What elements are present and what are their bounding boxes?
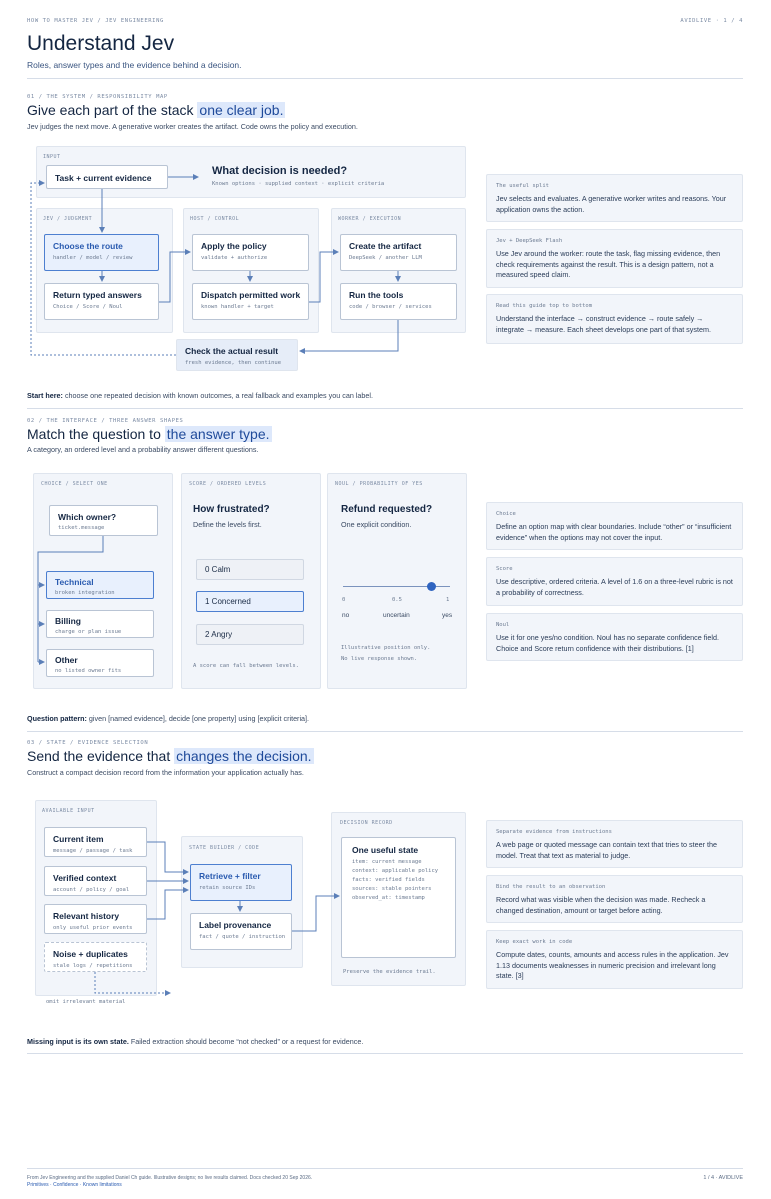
s2-note-1-key: Choice: [496, 511, 516, 517]
label-provenance-title: Label provenance: [199, 920, 272, 930]
state-line-sources: sources: stable pointers: [352, 886, 432, 892]
s3-note-1: [486, 820, 743, 868]
s3-heading-highlight: changes the decision.: [176, 748, 312, 764]
decision-record-label: DECISION RECORD: [340, 820, 393, 826]
s2-note-2-body: Use descriptive, ordered criteria. A level of 1.6 on a three-level rubric is not a probability of correctness.: [496, 577, 733, 597]
run-tools-title: Run the tools: [349, 290, 404, 300]
dispatch-title: Dispatch permitted work: [201, 290, 301, 300]
input-verified-context-sub: account / policy / goal: [53, 887, 130, 893]
option-other-sub: no listed owner fits: [55, 668, 122, 674]
noul-sub: One explicit condition.: [341, 520, 412, 529]
input-relevant-history-title: Relevant history: [53, 911, 120, 921]
s1-eyebrow: 01 / THE SYSTEM / RESPONSIBILITY MAP: [27, 94, 168, 100]
typed-answers-title: Return typed answers: [53, 290, 142, 300]
s2-note-3-body: Use it for one yes/no condition. Noul has no separate confidence field. Choice and Score return confidence with their distributions. [1]: [496, 633, 719, 653]
input-noise-sub: stale logs / repetitions: [53, 963, 133, 969]
apply-policy-title: Apply the policy: [201, 241, 267, 251]
noul-panel-label: NOUL / PROBABILITY OF YES: [335, 481, 423, 487]
state-line-context: context: applicable policy: [352, 868, 439, 874]
jev-panel-label: JEV / JUDGMENT: [43, 216, 93, 222]
s3-missing-bold: Missing input is its own state.: [27, 1037, 129, 1046]
retrieve-filter-title: Retrieve + filter: [199, 871, 261, 881]
footer-links[interactable]: Primitives · Confidence · Known limitations: [27, 1182, 122, 1188]
omit-note: omit irrelevant material: [46, 999, 126, 1005]
tick-0: 0: [342, 597, 346, 603]
page-subtitle: Roles, answer types and the evidence behind a decision.: [27, 60, 242, 70]
which-owner-title: Which owner?: [58, 512, 117, 522]
score-panel-label: SCORE / ORDERED LEVELS: [189, 481, 267, 487]
score-note: A score can fall between levels.: [193, 663, 299, 669]
s3-note-3-key: Keep exact work in code: [496, 939, 573, 945]
decision-question-sub: Known options · supplied context · explicit criteria: [212, 181, 385, 187]
input-verified-context-title: Verified context: [53, 873, 117, 883]
s2-pattern-bold: Question pattern:: [27, 714, 87, 723]
input-noise-title: Noise + duplicates: [53, 949, 128, 959]
tick-1: 1: [446, 597, 450, 603]
breadcrumb: HOW TO MASTER JEV / JEV ENGINEERING: [27, 18, 164, 24]
s2-note-1-body: Define an option map with clear boundaries. Include “other” or “insufficient evidence” when the options may not cover the input.: [496, 522, 732, 542]
input-label: INPUT: [43, 154, 61, 160]
tick-word-uncertain: uncertain: [383, 612, 410, 619]
label-provenance-sub: fact / quote / instruction: [199, 934, 286, 940]
s1-note-3-key: Read this guide top to bottom: [496, 303, 593, 309]
input-current-item-title: Current item: [53, 834, 104, 844]
input-current-item-sub: message / passage / task: [53, 848, 133, 854]
check-result-title: Check the actual result: [185, 346, 279, 356]
page-title: Understand Jev: [27, 32, 175, 55]
choose-route-title: Choose the route: [53, 241, 123, 251]
s3-missing: [27, 1037, 363, 1046]
s1-intro: Jev judges the next move. A generative worker creates the artifact. Code owns the policy and execution.: [27, 122, 358, 131]
typed-answers-sub: Choice / Score / Noul: [53, 304, 123, 310]
level-0-label: 0 Calm: [205, 565, 231, 574]
state-line-item: item: current message: [352, 859, 422, 865]
available-input-label: AVAILABLE INPUT: [42, 808, 95, 814]
s1-note-2-body: Use Jev around the worker: route the task, flag missing evidence, then check requirements against the result. This is a design pattern, not a measured speed claim.: [496, 249, 721, 280]
host-panel-label: HOST / CONTROL: [190, 216, 240, 222]
s2-heading-text: Match the question to: [27, 426, 165, 442]
which-owner-sub: ticket.message: [58, 525, 105, 531]
s1-heading-highlight: one clear job.: [199, 102, 284, 118]
noul-note-1: Illustrative position only.: [341, 645, 431, 651]
s3-missing-rest: Failed extraction should become “not checked” or a request for evidence.: [128, 1037, 364, 1046]
level-2-label: 2 Angry: [205, 630, 233, 639]
option-technical-sub: broken integration: [55, 590, 115, 596]
useful-state-title: One useful state: [352, 845, 419, 855]
state-line-observed: observed_at: timestamp: [352, 895, 425, 901]
s1-start-bold: Start here:: [27, 391, 63, 400]
run-tools-sub: code / browser / services: [349, 304, 432, 310]
s1-note-3-body: Understand the interface → construct evidence → route safely → integrate → measure. Each sheet develops one part of that system.: [496, 314, 711, 334]
s3-heading-text: Send the evidence that: [27, 748, 175, 764]
s3-note-3: [486, 930, 743, 989]
retrieve-filter-sub: retain source IDs: [199, 885, 256, 891]
s3-note-1-key: Separate evidence from instructions: [496, 829, 612, 835]
s3-note-3-body: Compute dates, counts, amounts and access rules in the application. Jev 1.13 documents weaknesses in numeric precision and irrelevant long state. [3]: [496, 950, 729, 981]
tick-05: 0.5: [392, 597, 402, 603]
s3-note-2-body: Record what was visible when the decision was made. Recheck a changed destination, amount or target before acting.: [496, 895, 706, 915]
state-line-facts: facts: verified fields: [352, 877, 425, 883]
s2-intro: A category, an ordered level and a probability answer different questions.: [27, 445, 259, 454]
tick-word-no: no: [342, 612, 350, 619]
s3-intro: Construct a compact decision record from the information your application actually has.: [27, 768, 304, 777]
footer-page: 1 / 4 · AVIDLIVE: [703, 1175, 743, 1181]
s3-note-2-key: Bind the result to an observation: [496, 884, 606, 890]
s1-note-1-key: The useful split: [496, 183, 549, 189]
s1-note-1-body: Jev selects and evaluates. A generative worker writes and reasons. Your application owns the action.: [496, 194, 727, 214]
s3-note-1-body: A web page or quoted message can contain text that tries to steer the model. Treat that text as material to judge.: [496, 840, 717, 860]
footer-source: From Jev Engineering and the supplied Daniel Ch guide. Illustrative designs; no live results claimed. Docs checked 20 Sep 2026.: [27, 1175, 313, 1181]
choose-route-sub: handler / model / review: [53, 255, 133, 261]
score-question: How frustrated?: [193, 504, 270, 515]
task-node-title: Task + current evidence: [55, 173, 152, 183]
input-relevant-history-sub: only useful prior events: [53, 925, 133, 931]
worker-panel-label: WORKER / EXECUTION: [338, 216, 402, 222]
option-other-title: Other: [55, 655, 78, 665]
option-technical-title: Technical: [55, 577, 94, 587]
choice-panel-label: CHOICE / SELECT ONE: [41, 481, 108, 487]
s2-eyebrow: 02 / THE INTERFACE / THREE ANSWER SHAPES: [27, 418, 184, 424]
s1-start-rest: choose one repeated decision with known outcomes, a real fallback and examples you can label.: [62, 391, 374, 400]
apply-policy-sub: validate + authorize: [201, 255, 268, 261]
s3-note-2: [486, 875, 743, 923]
option-billing-title: Billing: [55, 616, 81, 626]
s2-note-3-key: Noul: [496, 622, 510, 628]
tick-word-yes: yes: [442, 612, 453, 619]
check-result-sub: fresh evidence, then continue: [185, 360, 282, 366]
option-billing-sub: charge or plan issue: [55, 629, 122, 635]
s3-divider: [27, 1053, 743, 1054]
dispatch-sub: known handler + target: [201, 304, 274, 310]
create-artifact-title: Create the artifact: [349, 241, 422, 251]
s1-heading-text: Give each part of the stack: [27, 102, 198, 118]
s2-heading-highlight: the answer type.: [166, 426, 270, 442]
s1-note-2-key: Jev + DeepSeek Flash: [496, 238, 563, 244]
score-sub: Define the levels first.: [193, 520, 262, 529]
state-builder-label: STATE BUILDER / CODE: [189, 845, 260, 851]
preserve-note: Preserve the evidence trail.: [343, 969, 436, 975]
noul-note-2: No live response shown.: [341, 656, 418, 662]
s2-note-2-key: Score: [496, 566, 513, 572]
footer-divider: [27, 1168, 743, 1169]
noul-question: Refund requested?: [341, 504, 433, 515]
page-tag: AVIDLIVE · 1 / 4: [680, 18, 743, 24]
s3-eyebrow: 03 / STATE / EVIDENCE SELECTION: [27, 740, 149, 746]
decision-question: What decision is needed?: [212, 165, 348, 177]
create-artifact-sub: DeepSeek / another LLM: [349, 255, 422, 261]
level-1-label: 1 Concerned: [205, 597, 251, 606]
s2-pattern-rest: given [named evidence], decide [one property] using [explicit criteria].: [86, 714, 310, 723]
